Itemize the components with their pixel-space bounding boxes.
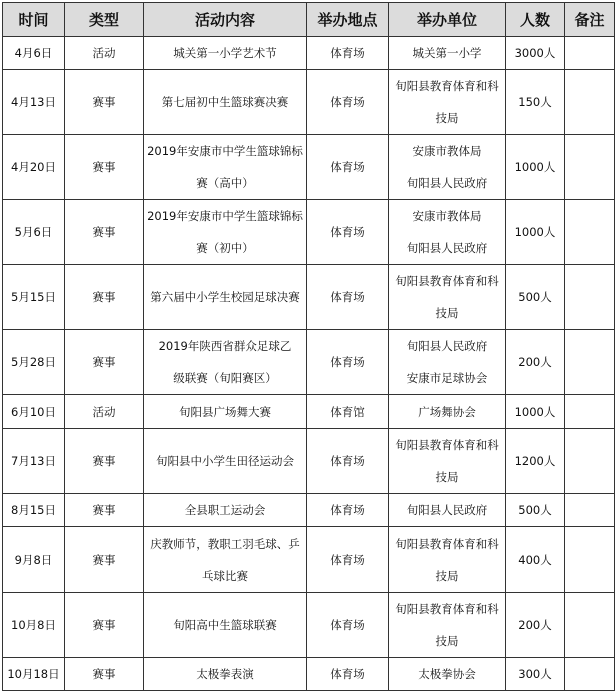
cell-content-line: 乓球比赛 (202, 568, 248, 583)
cell-content (144, 593, 307, 658)
cell-venue: 体育场 (307, 658, 389, 691)
cell-organizer (389, 330, 506, 395)
cell-organizer-line: 旬阳县人民政府 (406, 241, 488, 255)
cell-type: 赛事 (65, 494, 144, 527)
cell-date: 7月13日 (3, 429, 65, 494)
cell-organizer (389, 429, 506, 494)
cell-content-line: 第六届中小学生校园足球决赛 (150, 290, 300, 304)
cell-organizer (389, 395, 506, 429)
cell-type: 赛事 (65, 658, 144, 691)
header-row (3, 3, 615, 37)
cell-type: 赛事 (65, 200, 144, 265)
header-organizer: 举办单位 (389, 3, 506, 37)
cell-people: 1000人 (506, 200, 565, 265)
table-row (3, 527, 615, 593)
cell-type: 赛事 (65, 265, 144, 330)
cell-people: 400人 (506, 527, 565, 593)
events-table (2, 2, 615, 691)
cell-content-line: 2019年陕西省群众足球乙 (158, 339, 292, 353)
cell-content-line: 太极拳表演 (196, 667, 254, 681)
cell-organizer-line: 安康市足球协会 (406, 371, 488, 385)
cell-content-line: 全县职工运动会 (184, 503, 266, 517)
table-row (3, 200, 615, 265)
cell-organizer-line: 技局 (435, 470, 459, 484)
cell-venue: 体育场 (307, 37, 389, 70)
cell-organizer-line: 旬阳县人民政府 (406, 176, 488, 190)
cell-type: 赛事 (65, 330, 144, 395)
cell-content-line: 旬阳高中生篮球联赛 (173, 618, 277, 632)
cell-content (144, 70, 307, 135)
cell-organizer-line: 太极拳协会 (418, 667, 476, 681)
cell-content-line: 赛（初中） (196, 241, 254, 255)
cell-content-line: 城关第一小学艺术节 (173, 46, 277, 60)
cell-people: 200人 (506, 593, 565, 658)
cell-content (144, 429, 307, 494)
table-row (3, 395, 615, 429)
cell-type: 赛事 (65, 527, 144, 593)
cell-date: 5月6日 (3, 200, 65, 265)
cell-organizer-line: 技局 (435, 111, 459, 125)
cell-date: 4月6日 (3, 37, 65, 70)
cell-venue: 体育场 (307, 265, 389, 330)
cell-date: 9月8日 (3, 527, 65, 593)
cell-note (565, 429, 615, 494)
cell-venue: 体育场 (307, 593, 389, 658)
cell-note (565, 527, 615, 593)
cell-date: 5月15日 (3, 265, 65, 330)
cell-people: 200人 (506, 330, 565, 395)
header-date: 时间 (3, 3, 65, 37)
cell-organizer (389, 265, 506, 330)
cell-people: 1000人 (506, 135, 565, 200)
table-body (3, 37, 615, 691)
cell-organizer-line: 旬阳县教育体育和科 (395, 274, 499, 288)
header-people: 人数 (506, 3, 565, 37)
table-row (3, 265, 615, 330)
cell-note (565, 200, 615, 265)
cell-organizer-line: 广场舞协会 (418, 404, 476, 419)
table-row (3, 429, 615, 494)
cell-type: 活动 (65, 37, 144, 70)
cell-date: 10月8日 (3, 593, 65, 658)
cell-organizer (389, 593, 506, 658)
header-content: 活动内容 (144, 3, 307, 37)
table-row (3, 70, 615, 135)
cell-type: 赛事 (65, 70, 144, 135)
cell-people: 300人 (506, 658, 565, 691)
cell-note (565, 37, 615, 70)
cell-organizer (389, 70, 506, 135)
cell-content (144, 330, 307, 395)
cell-organizer (389, 494, 506, 527)
cell-organizer (389, 135, 506, 200)
cell-content (144, 37, 307, 70)
table-row (3, 593, 615, 658)
cell-organizer-line: 安康市教体局 (412, 144, 482, 158)
cell-date: 5月28日 (3, 330, 65, 395)
cell-content-line: 2019年安康市中学生篮球锦标 (147, 209, 303, 223)
table-row (3, 37, 615, 70)
cell-note (565, 70, 615, 135)
cell-organizer-line: 旬阳县教育体育和科 (395, 438, 499, 452)
cell-note (565, 135, 615, 200)
cell-organizer-line: 旬阳县人民政府 (406, 339, 488, 353)
cell-organizer (389, 200, 506, 265)
cell-content (144, 135, 307, 200)
table-row (3, 494, 615, 527)
cell-organizer-line: 技局 (435, 568, 459, 583)
cell-type: 赛事 (65, 429, 144, 494)
cell-people: 500人 (506, 265, 565, 330)
cell-organizer-line: 技局 (435, 306, 459, 320)
cell-note (565, 330, 615, 395)
cell-venue: 体育场 (307, 330, 389, 395)
cell-people: 1000人 (506, 395, 565, 429)
cell-venue: 体育场 (307, 135, 389, 200)
cell-people: 150人 (506, 70, 565, 135)
cell-type: 赛事 (65, 593, 144, 658)
cell-content-line: 赛（高中） (196, 176, 254, 190)
cell-organizer-line: 旬阳县人民政府 (406, 503, 488, 517)
cell-organizer-line: 城关第一小学 (412, 46, 482, 60)
cell-organizer-line: 技局 (435, 634, 459, 648)
cell-venue: 体育馆 (307, 395, 389, 429)
cell-type: 活动 (65, 395, 144, 429)
cell-content (144, 395, 307, 429)
cell-venue: 体育场 (307, 70, 389, 135)
cell-note (565, 395, 615, 429)
cell-organizer-line: 旬阳县教育体育和科 (395, 602, 499, 616)
cell-date: 4月13日 (3, 70, 65, 135)
cell-note (565, 494, 615, 527)
cell-note (565, 658, 615, 691)
cell-content (144, 494, 307, 527)
cell-venue: 体育场 (307, 200, 389, 265)
cell-note (565, 265, 615, 330)
table-row (3, 330, 615, 395)
cell-date: 8月15日 (3, 494, 65, 527)
cell-date: 4月20日 (3, 135, 65, 200)
cell-content (144, 527, 307, 593)
table-row (3, 658, 615, 691)
cell-content (144, 658, 307, 691)
cell-organizer-line: 旬阳县教育体育和科 (395, 536, 499, 551)
cell-people: 500人 (506, 494, 565, 527)
cell-type: 赛事 (65, 135, 144, 200)
cell-organizer-line: 旬阳县教育体育和科 (395, 79, 499, 93)
cell-organizer-line: 安康市教体局 (412, 209, 482, 223)
cell-date: 6月10日 (3, 395, 65, 429)
cell-people: 3000人 (506, 37, 565, 70)
cell-content (144, 200, 307, 265)
cell-content-line: 级联赛（旬阳赛区） (173, 371, 277, 385)
cell-content-line: 庆教师节，教职工羽毛球、乒 (150, 536, 300, 551)
cell-venue: 体育场 (307, 494, 389, 527)
cell-note (565, 593, 615, 658)
cell-organizer (389, 658, 506, 691)
cell-content (144, 265, 307, 330)
header-venue: 举办地点 (307, 3, 389, 37)
cell-content-line: 旬阳县广场舞大赛 (179, 404, 271, 419)
header-note: 备注 (565, 3, 615, 37)
cell-content-line: 2019年安康市中学生篮球锦标 (147, 144, 303, 158)
cell-content-line: 旬阳县中小学生田径运动会 (156, 454, 294, 468)
cell-organizer (389, 527, 506, 593)
table-row (3, 135, 615, 200)
cell-venue: 体育场 (307, 527, 389, 593)
cell-people: 1200人 (506, 429, 565, 494)
cell-content-line: 第七届初中生篮球赛决赛 (161, 95, 289, 109)
cell-organizer (389, 37, 506, 70)
header-type: 类型 (65, 3, 144, 37)
cell-date: 10月18日 (3, 658, 65, 691)
cell-venue: 体育场 (307, 429, 389, 494)
